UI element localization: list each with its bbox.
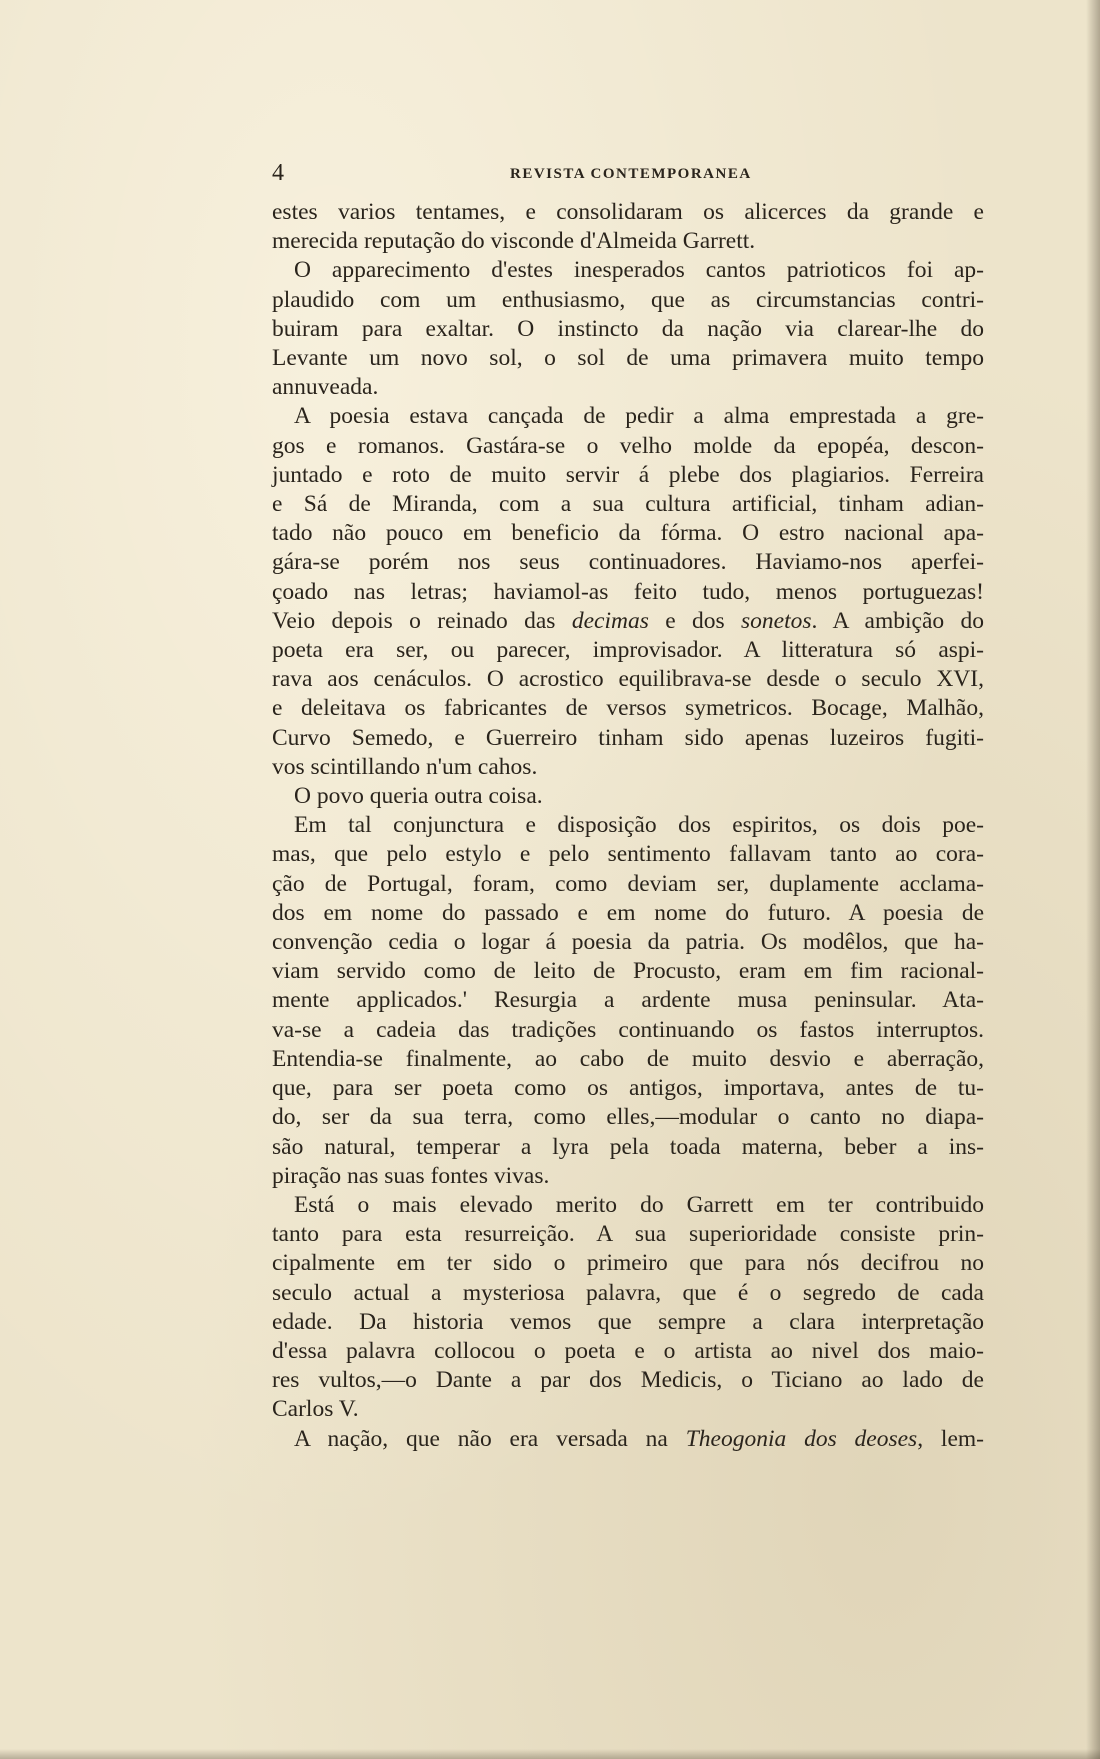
italic-title-theogonia: Theogonia dos deoses	[685, 1425, 918, 1452]
text-line: Carlos V.	[272, 1396, 359, 1423]
text-line: mas, que pelo estylo e pelo sentimento fallavam tanto ao cora-	[272, 841, 984, 868]
text-line: e deleitava os fabricantes de versos symetricos. Bocage, Malhão,	[272, 695, 984, 722]
text-line: viam servido como de leito de Procusto, eram em fim racional-	[272, 958, 984, 985]
text-line: Em tal conjunctura e disposição dos espiritos, os dois poe-	[294, 812, 984, 839]
text-line: cipalmente em ter sido o primeiro que para nós decifrou no	[272, 1250, 984, 1277]
text-line: d'essa palavra collocou o poeta e o artista ao nivel dos maio-	[272, 1337, 984, 1364]
text-line: rava aos cenáculos. O acrostico equilibrava-se desde o seculo XVI,	[272, 666, 984, 693]
text-line: convenção cedia o logar á poesia da patria. Os modêlos, que ha-	[272, 929, 984, 956]
line-text-middle: e dos	[648, 607, 742, 634]
text-line: tado não pouco em beneficio da fórma. O estro nacional apa-	[272, 520, 984, 547]
text-line: O apparecimento d'estes inesperados cantos patrioticos foi ap-	[294, 257, 984, 284]
italic-word-sonetos: sonetos	[741, 607, 812, 634]
text-line: juntado e roto de muito servir á plebe dos plagiarios. Ferreira	[272, 461, 984, 488]
body-text	[272, 198, 984, 1454]
text-line: buiram para exaltar. O instincto da nação via clarear-lhe do	[272, 315, 984, 342]
page-bottom-shadow	[0, 1749, 1100, 1759]
text-line: va-se a cadeia das tradições continuando os fastos interruptos.	[272, 1016, 984, 1043]
line-text-before: A nação, que não era versada na	[294, 1425, 686, 1452]
line-text-after: , lem-	[917, 1425, 984, 1452]
text-line: do, ser da sua terra, como elles,—modular o canto no diapa-	[272, 1104, 984, 1131]
text-line: merecida reputação do visconde d'Almeida Garrett.	[272, 228, 756, 255]
text-line: gára-se porém nos seus continuadores. Haviamo-nos aperfei-	[272, 549, 984, 576]
text-line: çoado nas letras; haviamol-as feito tudo, menos portuguezas!	[272, 578, 984, 605]
text-line: gos e romanos. Gastára-se o velho molde da epopéa, descon-	[272, 432, 984, 459]
text-line: annuveada.	[272, 374, 379, 401]
text-line: seculo actual a mysteriosa palavra, que é o segredo de cada	[272, 1279, 984, 1306]
text-line: A poesia estava cançada de pedir a alma emprestada a gre-	[294, 403, 984, 430]
text-line-with-italics	[272, 1425, 984, 1454]
page-edge-shadow	[1086, 0, 1100, 1759]
text-line: plaudido com um enthusiasmo, que as circumstancias contri-	[272, 286, 984, 313]
italic-word-decimas: decimas	[571, 607, 649, 634]
text-line: poeta era ser, ou parecer, improvisador. A litteratura só aspi-	[272, 637, 984, 664]
text-line: Levante um novo sol, o sol de uma primavera muito tempo	[272, 345, 984, 372]
text-line: O povo queria outra coisa.	[294, 783, 543, 810]
line-text-before: Veio depois o reinado das	[272, 607, 572, 634]
text-line: edade. Da historia vemos que sempre a clara interpretação	[272, 1308, 984, 1335]
text-line: vos scintillando n'um cahos.	[272, 753, 538, 780]
line-text-after: . A ambição do	[811, 607, 984, 634]
text-line: mente applicados.' Resurgia a ardente musa peninsular. Ata-	[272, 987, 984, 1014]
text-line: ção de Portugal, foram, como deviam ser, duplamente acclama-	[272, 870, 984, 897]
text-line: Entendia-se finalmente, ao cabo de muito desvio e aberração,	[272, 1045, 984, 1072]
text-line: e Sá de Miranda, com a sua cultura artificial, tinham adian-	[272, 491, 984, 518]
text-line: são natural, temperar a lyra pela toada materna, beber a ins-	[272, 1133, 984, 1160]
text-line: piração nas suas fontes vivas.	[272, 1162, 550, 1189]
text-line: que, para ser poeta como os antigos, importava, antes de tu-	[272, 1075, 984, 1102]
text-line-with-italics	[272, 607, 984, 636]
text-line: res vultos,—o Dante a par dos Medicis, o Ticiano ao lado de	[272, 1367, 984, 1394]
text-line: estes varios tentames, e consolidaram os alicerces da grande e	[272, 199, 984, 225]
journal-title: REVISTA CONTEMPORANEA	[510, 166, 752, 182]
text-line: Está o mais elevado merito do Garrett em ter contribuido	[294, 1191, 984, 1218]
page-number: 4	[272, 160, 284, 186]
text-line: tanto para esta resurreição. A sua superioridade consiste prin-	[272, 1221, 984, 1248]
text-line: Curvo Semedo, e Guerreiro tinham sido apenas luzeiros fugiti-	[272, 724, 984, 751]
running-head	[272, 158, 992, 188]
text-line: dos em nome do passado e em nome do futuro. A poesia de	[272, 899, 984, 926]
